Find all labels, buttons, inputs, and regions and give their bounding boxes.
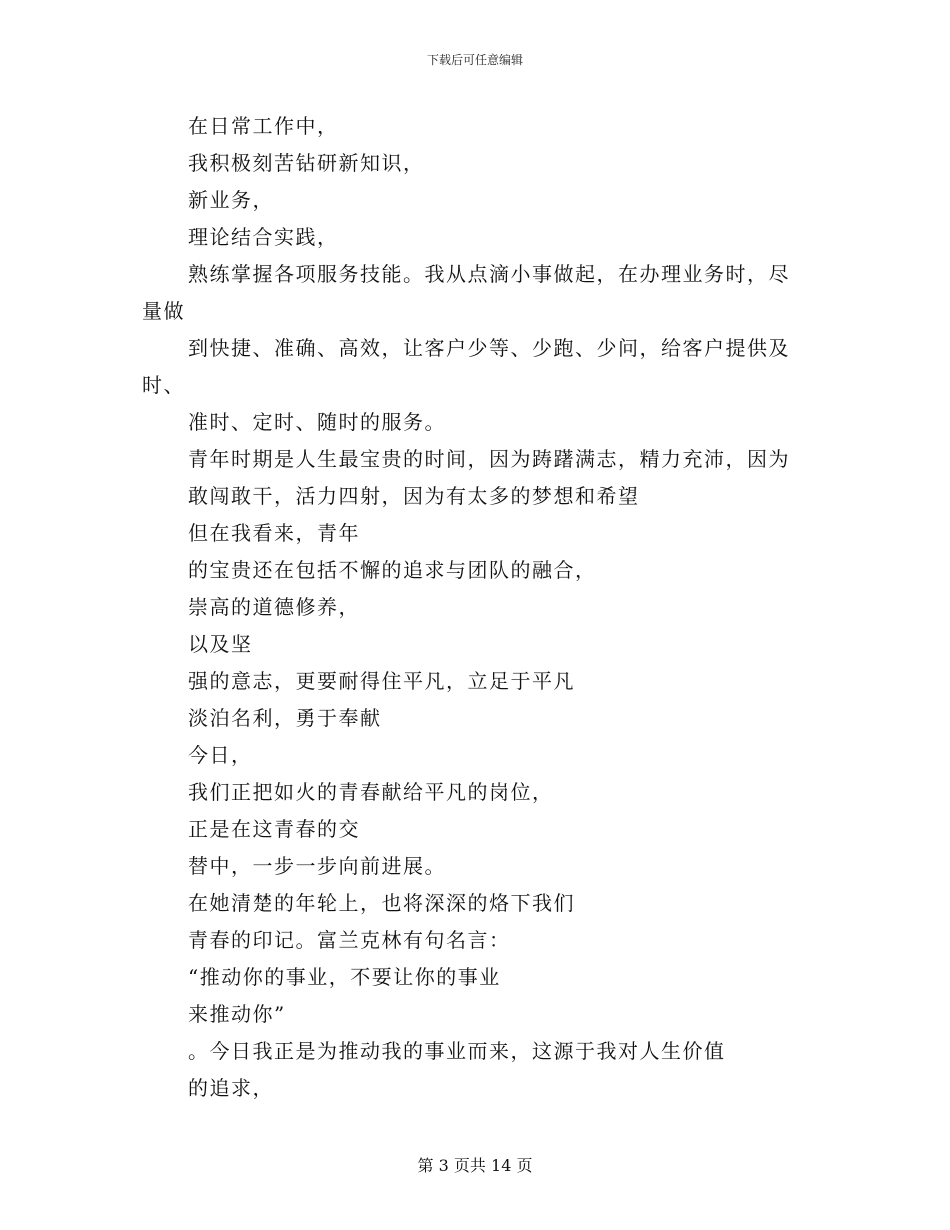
page-header: 下载后可任意编辑: [426, 53, 523, 67]
text-line: 的追求，: [188, 1076, 274, 1100]
text-line: 的宝贵还在包括不懈的追求与团队的融合，: [188, 558, 597, 582]
text-line: 今日，: [188, 743, 253, 767]
text-line: 熟练掌握各项服务技能。我从点滴小事做起，在办理业务时，尽: [188, 262, 790, 286]
text-line: 。今日我正是为推动我的事业而来，这源于我对人生价值: [188, 1039, 726, 1063]
text-line: 青年时期是人生最宝贵的时间，因为踌躇满志，精力充沛，因为: [188, 447, 790, 471]
text-line: 我们正把如火的青春献给平凡的岗位，: [188, 780, 554, 804]
document-body: [142, 108, 812, 1107]
text-line: 量做: [142, 299, 185, 323]
text-line: “推动你的事业，不要让你的事业: [188, 965, 501, 989]
page-footer: [0, 1156, 950, 1176]
text-line: 来推动你”: [188, 1002, 286, 1026]
text-line: 青春的印记。富兰克林有句名言：: [188, 928, 511, 952]
text-line: 新业务，: [188, 188, 274, 212]
text-line: 淡泊名利，勇于奉献: [188, 706, 382, 730]
text-line: 时、: [142, 373, 185, 397]
text-line: 强的意志，更要耐得住平凡，立足于平凡: [188, 669, 575, 693]
text-line: 准时、定时、随时的服务。: [188, 410, 446, 434]
text-line: 在日常工作中，: [188, 114, 339, 138]
text-line: 以及坚: [188, 632, 253, 656]
text-line: 在她清楚的年轮上，也将深深的烙下我们: [188, 891, 575, 915]
text-line: 到快捷、准确、高效，让客户少等、少跑、少问，给客户提供及: [188, 336, 790, 360]
text-line: 正是在这青春的交: [188, 817, 360, 841]
text-line: 替中，一步一步向前进展。: [188, 854, 446, 878]
page-label-prefix: 第: [417, 1156, 434, 1175]
text-line: 我积极刻苦钻研新知识，: [188, 151, 425, 175]
total-pages-number: 14: [491, 1156, 512, 1175]
text-line: 敢闯敢干，活力四射，因为有太多的梦想和希望: [188, 484, 640, 508]
page-label-middle: 页共: [453, 1156, 486, 1175]
text-line: 崇高的道德修养，: [188, 595, 360, 619]
current-page-number: 3: [438, 1156, 449, 1175]
page-label-suffix: 页: [516, 1156, 533, 1175]
text-line: 但在我看来，青年: [188, 521, 360, 545]
text-line: 理论结合实践，: [188, 225, 339, 249]
